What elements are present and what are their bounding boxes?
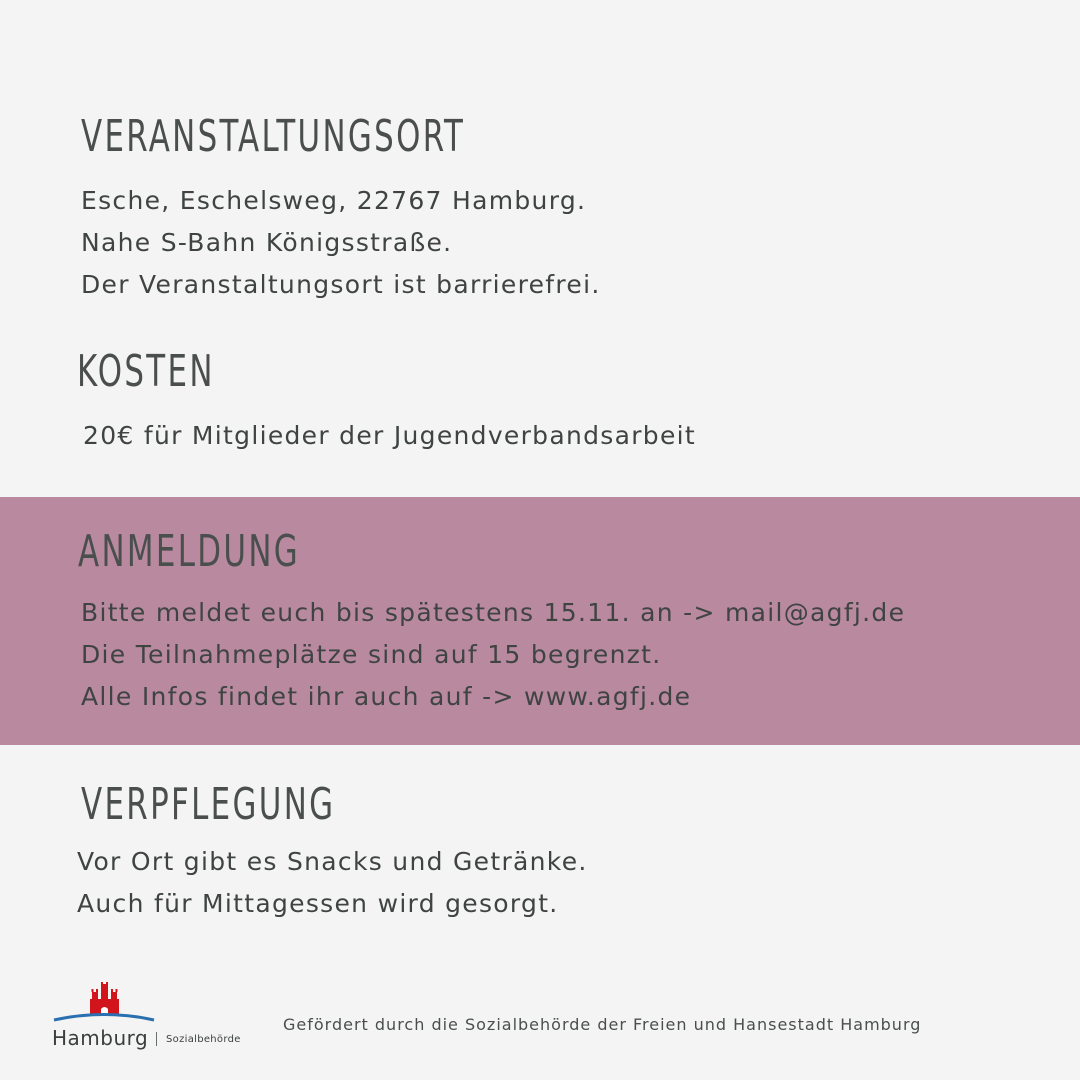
costs-line: 20€ für Mitglieder der Jugendverbandsarbeit [83, 421, 697, 450]
catering-lines [77, 841, 588, 925]
registration-heading: ANMELDUNG [78, 526, 301, 577]
venue-heading: VERANSTALTUNGSORT [81, 111, 466, 162]
venue-line: Der Veranstaltungsort ist barrierefrei. [81, 270, 601, 299]
catering-line: Auch für Mittagessen wird gesorgt. [77, 889, 559, 918]
logo-wordmark: Hamburg [52, 1026, 149, 1050]
costs-heading: KOSTEN [77, 346, 215, 397]
venue-lines [81, 180, 601, 306]
registration-lines [81, 592, 905, 718]
logo-department: Sozialbehörde [166, 1034, 241, 1045]
registration-line: Alle Infos findet ihr auch auf -> www.agfj.de [81, 682, 692, 711]
registration-line: Bitte meldet euch bis spätestens 15.11. an -> mail@agfj.de [81, 598, 906, 627]
costs-lines [83, 415, 696, 457]
catering-line: Vor Ort gibt es Snacks und Getränke. [77, 847, 588, 876]
venue-line: Esche, Eschelsweg, 22767 Hamburg. [81, 186, 587, 215]
logo-divider [156, 1032, 157, 1046]
hamburg-logo [52, 982, 252, 1052]
registration-line: Die Teilnahmeplätze sind auf 15 begrenzt. [81, 640, 662, 669]
funding-note: Gefördert durch die Sozialbehörde der Freien und Hansestadt Hamburg [283, 1015, 922, 1034]
venue-line: Nahe S-Bahn Königsstraße. [81, 228, 453, 257]
castle-crest-icon [52, 982, 156, 1026]
catering-heading: VERPFLEGUNG [81, 779, 336, 830]
